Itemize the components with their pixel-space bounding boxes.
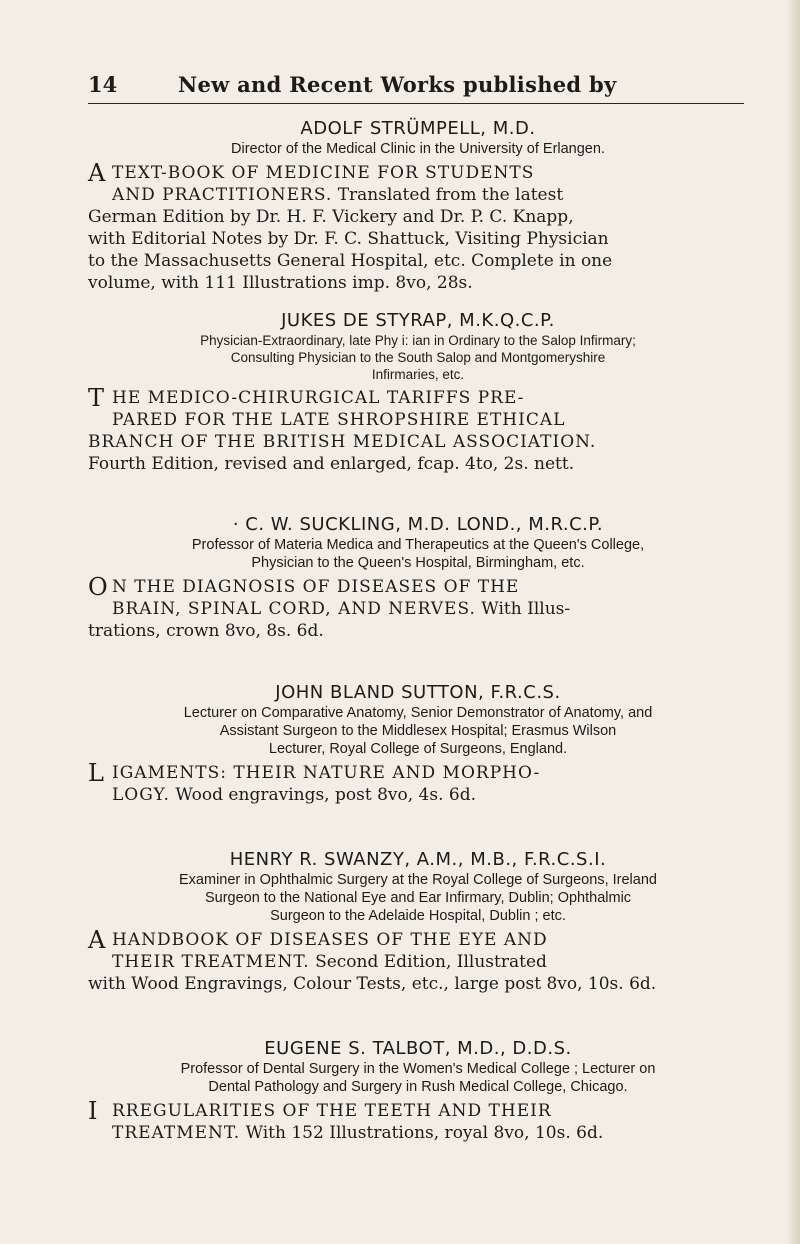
- author-credential: Director of the Medical Clinic in the University of Erlangen.: [231, 141, 605, 157]
- description-line: trations, crown 8vo, 8s. 6d.: [88, 621, 324, 641]
- page-edge-shadow: [786, 0, 800, 1244]
- description-line: to the Massachusetts General Hospital, etc. Complete in one: [88, 251, 613, 271]
- book-title-line: PARED FOR THE LATE SHROPSHIRE ETHICAL: [112, 410, 566, 430]
- author-credential: Professor of Materia Medica and Therapeutics at the Queen's College,: [191, 537, 645, 553]
- author-credential: Physician-Extraordinary, late Phy i: ian in Ordinary to the Salop Infirmary;: [200, 333, 636, 348]
- running-head: New and Recent Works published by: [178, 72, 617, 97]
- book-title-line: LOGY.: [112, 785, 170, 805]
- drop-cap: A: [88, 159, 106, 187]
- book-title-line: BRANCH OF THE BRITISH MEDICAL ASSOCIATION.: [88, 432, 597, 452]
- author-name: ADOLF STRÜMPELL, M.D.: [300, 118, 536, 139]
- header-rule: [88, 103, 744, 104]
- author-name: HENRY R. SWANZY, A.M., M.B., F.R.C.S.I.: [229, 849, 607, 870]
- book-description: [88, 759, 748, 806]
- book-description: [88, 159, 748, 294]
- author-credential: Assistant Surgeon to the Middlesex Hospital; Erasmus Wilson: [219, 723, 617, 739]
- book-title-line: TREATMENT.: [112, 1123, 241, 1143]
- description-text: Second Edition, Illustrated: [309, 952, 547, 972]
- book-title-line: HANDBOOK OF DISEASES OF THE EYE AND: [112, 930, 548, 950]
- author-credential: Professor of Dental Surgery in the Women's Medical College ; Lecturer on: [180, 1061, 656, 1077]
- drop-cap: T: [88, 384, 105, 412]
- author-credential: Lecturer on Comparative Anatomy, Senior Demonstrator of Anatomy, and: [183, 705, 653, 721]
- book-title-line: BRAIN, SPINAL CORD, AND NERVES.: [112, 599, 476, 619]
- book-entry-suckling: [88, 514, 748, 642]
- description-line: with Editorial Notes by Dr. F. C. Shattuck, Visiting Physician: [88, 229, 609, 249]
- author-credential: Consulting Physician to the South Salop and Montgomeryshire: [230, 350, 606, 365]
- author-credential: Surgeon to the National Eye and Ear Infirmary, Dublin; Ophthalmic: [204, 890, 632, 906]
- book-title-line: IGAMENTS: THEIR NATURE AND MORPHO-: [112, 763, 541, 783]
- book-title-line: THEIR TREATMENT.: [112, 952, 310, 972]
- book-title-line: HE MEDICO-CHIRURGICAL TARIFFS PRE-: [112, 388, 525, 408]
- book-description: [88, 573, 748, 642]
- description-line: German Edition by Dr. H. F. Vickery and Dr. P. C. Knapp,: [88, 207, 574, 227]
- author-credential: Examiner in Ophthalmic Surgery at the Royal College of Surgeons, Ireland: [179, 872, 657, 888]
- book-description: [88, 1097, 748, 1144]
- author-name: EUGENE S. TALBOT, M.D., D.D.S.: [264, 1038, 572, 1059]
- book-title-line: RREGULARITIES OF THE TEETH AND THEIR: [112, 1101, 552, 1121]
- book-entry-styrap: [88, 310, 748, 475]
- book-description: [88, 384, 748, 475]
- author-credential: Lecturer, Royal College of Surgeons, England.: [268, 741, 568, 757]
- page-number: 14: [88, 72, 118, 97]
- description-line: volume, with 111 Illustrations imp. 8vo, 28s.: [88, 273, 473, 293]
- book-entry-talbot: [88, 1038, 748, 1144]
- author-credential: Physician to the Queen's Hospital, Birmingham, etc.: [251, 555, 585, 571]
- author-credential: Dental Pathology and Surgery in Rush Medical College, Chicago.: [208, 1079, 628, 1095]
- author-credential: Infirmaries, etc.: [371, 367, 465, 382]
- drop-cap: O: [88, 573, 108, 601]
- book-entry-sutton: [88, 682, 748, 806]
- description-line: with Wood Engravings, Colour Tests, etc., large post 8vo, 10s. 6d.: [88, 974, 657, 994]
- book-title-line: N THE DIAGNOSIS OF DISEASES OF THE: [112, 577, 520, 597]
- author-name: · C. W. SUCKLING, M.D. LOND., M.R.C.P.: [232, 514, 604, 535]
- description-text: Wood engravings, post 8vo, 4s. 6d.: [169, 785, 476, 805]
- author-name: JUKES DE STYRAP, M.K.Q.C.P.: [281, 310, 555, 331]
- book-description: [88, 926, 748, 995]
- book-title-line: TEXT-BOOK OF MEDICINE FOR STUDENTS: [112, 163, 535, 183]
- description-line: Fourth Edition, revised and enlarged, fcap. 4to, 2s. nett.: [88, 454, 575, 474]
- drop-cap: A: [88, 926, 106, 954]
- author-credential: Surgeon to the Adelaide Hospital, Dublin ; etc.: [270, 908, 566, 924]
- drop-cap: I: [88, 1097, 98, 1125]
- book-entry-strumpell: [88, 118, 748, 294]
- description-text: Translated from the latest: [332, 185, 564, 205]
- description-text: With Illus-: [475, 599, 571, 619]
- description-text: With 152 Illustrations, royal 8vo, 10s. 6d.: [240, 1123, 604, 1143]
- book-entry-swanzy: [88, 849, 748, 995]
- book-title-line: AND PRACTITIONERS.: [112, 185, 333, 205]
- drop-cap: L: [88, 759, 104, 787]
- author-name: JOHN BLAND SUTTON, F.R.C.S.: [275, 682, 561, 703]
